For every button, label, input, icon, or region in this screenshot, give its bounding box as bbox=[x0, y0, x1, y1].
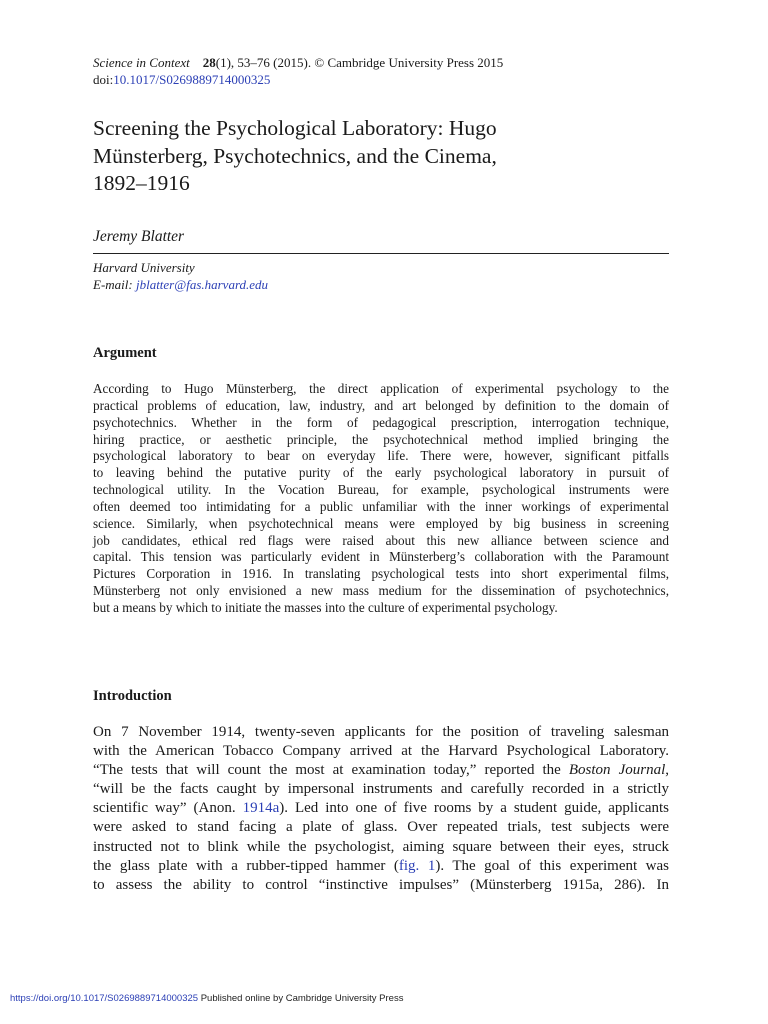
argument-line: often deemed too intimidating for a public unfamiliar with the inner workings of experimental bbox=[93, 498, 669, 514]
argument-line: psychological laboratory to bear on everyday life. There were, however, significant pitfalls bbox=[93, 448, 669, 464]
argument-line: According to Hugo Münsterberg, the direct application of experimental psychology to the bbox=[93, 381, 669, 396]
journal-name: Science in Context bbox=[93, 55, 190, 70]
intro-text: ). The goal of this experiment was bbox=[435, 857, 670, 874]
email-line bbox=[93, 276, 268, 293]
argument-line: technological utility. In the Vocation Bureau, for example, psychological instruments were bbox=[93, 482, 669, 498]
argument-paragraph bbox=[93, 381, 669, 617]
intro-line: with the American Tobacco Company arrived at the Harvard Psychological Laboratory. bbox=[93, 743, 669, 760]
introduction-heading: Introduction bbox=[93, 688, 172, 704]
argument-line: hiring practice, or aesthetic principle, the psychotechnical method implied bringing the bbox=[93, 431, 669, 447]
title-line-1: Screening the Psychological Laboratory: Hugo bbox=[93, 116, 497, 140]
title-line-2: Münsterberg, Psychotechnics, and the Cinema, bbox=[93, 143, 497, 168]
argument-line: Münsterberg not only envisioned a new mass medium for the dissemination of psychotechnics, bbox=[93, 583, 669, 599]
article-title bbox=[93, 115, 673, 198]
intro-line bbox=[93, 799, 669, 818]
intro-line bbox=[93, 857, 669, 876]
title-line-3: 1892–1916 bbox=[93, 171, 190, 195]
email-link[interactable]: jblatter@fas.harvard.edu bbox=[135, 277, 269, 292]
footer-published: Published online by Cambridge University Press bbox=[198, 993, 404, 1004]
argument-line: job candidates, ethical red flags were raised about this new alliance between science and bbox=[93, 532, 669, 548]
issue-pages: (1), 53–76 (2015). © Cambridge University Press 2015 bbox=[215, 55, 504, 70]
argument-line: psychotechnics. Whether in the form of pedagogical prescription, interrogation technique, bbox=[93, 414, 669, 430]
argument-line: but a means by which to initiate the masses into the culture of experimental psychology. bbox=[93, 599, 558, 615]
intro-line: were asked to stand facing a plate of glass. Over repeated trials, test subjects were bbox=[93, 819, 669, 836]
argument-line: Pictures Corporation in 1916. In translating psychological tests into short experimental films, bbox=[93, 566, 669, 582]
newspaper-title: Boston Journal bbox=[568, 762, 666, 779]
intro-line: On 7 November 1914, twenty-seven applicants for the position of traveling salesman bbox=[93, 724, 669, 740]
doi-label: doi: bbox=[93, 72, 114, 87]
argument-line: science. Similarly, when psychotechnical means were employed by big business in screening bbox=[93, 515, 669, 531]
doi-line bbox=[93, 71, 503, 88]
volume-number: 28 bbox=[202, 55, 216, 70]
journal-header bbox=[93, 54, 503, 88]
intro-text: scientific way” (Anon. bbox=[93, 800, 243, 817]
intro-text: “The tests that will count the most at examination today,” reported the bbox=[93, 762, 569, 779]
author-name: Jeremy Blatter bbox=[93, 228, 185, 245]
argument-line: capital. This tension was particularly evident in Münsterberg’s collaboration with the Paramount bbox=[93, 549, 669, 565]
figure-link-1[interactable]: fig. 1 bbox=[398, 857, 436, 874]
intro-text: the glass plate with a rubber-tipped hammer ( bbox=[93, 857, 399, 874]
doi-link[interactable]: 10.1017/S0269889714000325 bbox=[113, 72, 271, 87]
intro-text: ). Led into one of five rooms by a student guide, applicants bbox=[279, 800, 670, 817]
intro-line: “will be the facts caught by impersonal instruments and carefully recorded in a strictly bbox=[93, 781, 669, 798]
intro-line: instructed not to blink while the psychologist, aiming square between their eyes, struck bbox=[93, 838, 669, 855]
author-divider bbox=[93, 253, 669, 254]
author-affiliation-block bbox=[93, 259, 268, 293]
argument-line: practical problems of education, law, industry, and art belonged by definition to the domain of bbox=[93, 397, 669, 413]
page-footer bbox=[10, 993, 403, 1004]
email-label: E-mail: bbox=[93, 277, 136, 292]
citation-line bbox=[93, 54, 503, 71]
affiliation: Harvard University bbox=[93, 260, 195, 275]
intro-text: , bbox=[665, 762, 669, 779]
intro-line: to assess the ability to control “instinctive impulses” (Münsterberg 1915a, 286). In bbox=[93, 876, 669, 893]
citation-link-1914a[interactable]: 1914a bbox=[242, 800, 280, 817]
footer-doi-link[interactable]: https://doi.org/10.1017/S0269889714000325 bbox=[10, 993, 199, 1004]
argument-heading: Argument bbox=[93, 345, 157, 361]
intro-line bbox=[93, 761, 669, 780]
introduction-paragraph bbox=[93, 723, 669, 895]
argument-line: to leaving behind the putative purity of the early psychological laboratory in pursuit of bbox=[93, 465, 669, 481]
